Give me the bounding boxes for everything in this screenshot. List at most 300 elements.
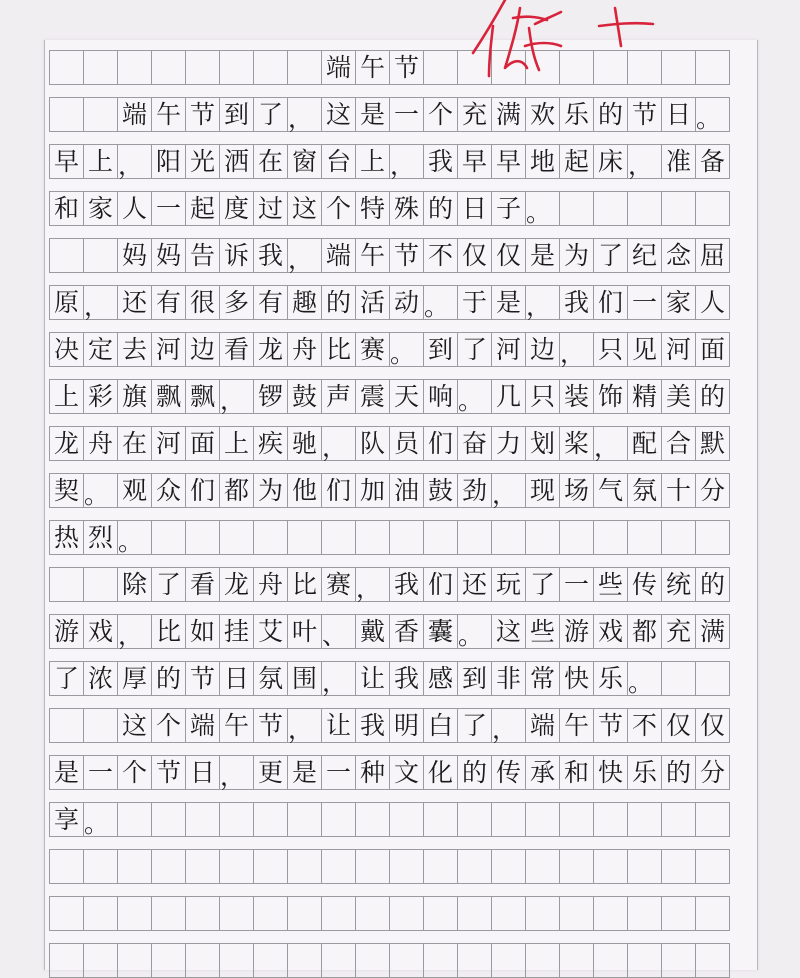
grid-row [49,661,730,696]
empty-cell [254,803,288,836]
char-cell: 和 [560,756,594,789]
empty-cell [662,850,696,883]
empty-cell [560,192,594,225]
char-cell: 加 [356,474,390,507]
empty-cell [594,803,628,836]
char-cell: 我 [254,239,288,272]
char-cell: 鼓 [424,474,458,507]
empty-cell [662,944,696,977]
empty-cell [50,709,84,742]
char-cell: 契 [50,474,84,507]
char-cell: 舟 [254,568,288,601]
char-cell: 锣 [254,380,288,413]
char-cell: 飘 [186,380,220,413]
empty-cell [186,803,220,836]
char-cell: 日 [186,756,220,789]
grading-mark [465,0,695,84]
empty-cell [118,944,152,977]
char-cell: 午 [220,709,254,742]
empty-cell [322,897,356,930]
empty-cell [390,897,424,930]
char-cell: 面 [696,333,730,366]
empty-cell [254,897,288,930]
char-cell: 上 [356,145,390,178]
char-cell: 上 [220,427,254,460]
empty-cell [288,51,322,84]
char-cell: 的 [322,286,356,319]
char-cell: 精 [628,380,662,413]
char-cell: 化 [424,756,458,789]
char-cell: 床 [594,145,628,178]
char-cell: 个 [322,192,356,225]
empty-cell [662,662,696,695]
empty-cell [594,521,628,554]
empty-cell [696,192,730,225]
char-cell: 烈 [84,521,118,554]
char-cell: 度 [220,192,254,225]
char-cell: 端 [322,239,356,272]
empty-cell [50,98,84,131]
empty-cell [628,897,662,930]
char-cell: 装 [560,380,594,413]
empty-cell [220,51,254,84]
punctuation-cell: 。 [390,333,424,366]
empty-cell [186,521,220,554]
char-cell: 热 [50,521,84,554]
empty-cell [628,803,662,836]
punctuation-cell: 。 [118,521,152,554]
char-cell: 囊 [424,615,458,648]
empty-cell [458,897,492,930]
char-cell: 边 [186,333,220,366]
char-cell: 原 [50,286,84,319]
char-cell: 子 [492,192,526,225]
char-cell: 感 [424,662,458,695]
char-cell: 浓 [84,662,118,695]
char-cell: 的 [662,756,696,789]
char-cell: 过 [254,192,288,225]
char-cell: 一 [322,756,356,789]
char-cell: 节 [594,709,628,742]
char-cell: 传 [492,756,526,789]
empty-cell [50,239,84,272]
empty-cell [84,944,118,977]
char-cell: 游 [560,615,594,648]
char-cell: 非 [492,662,526,695]
char-cell: 诉 [220,239,254,272]
empty-cell [390,803,424,836]
char-cell: 旗 [118,380,152,413]
char-cell: 活 [356,286,390,319]
grid-row [49,708,730,743]
char-cell: 氛 [254,662,288,695]
char-cell: 劲 [458,474,492,507]
char-cell: 的 [152,662,186,695]
char-cell: 氛 [628,474,662,507]
empty-cell [152,803,186,836]
empty-cell [152,51,186,84]
empty-cell [186,897,220,930]
char-cell: 河 [662,333,696,366]
empty-cell [50,897,84,930]
empty-cell [356,897,390,930]
punctuation-cell: 。 [628,662,662,695]
empty-cell [84,239,118,272]
char-cell: 挂 [220,615,254,648]
empty-cell [356,803,390,836]
grid-row [49,802,730,837]
char-cell: 场 [560,474,594,507]
char-cell: 比 [322,333,356,366]
char-cell: 一 [560,568,594,601]
grid-row [49,473,730,508]
char-cell: 为 [560,239,594,272]
empty-cell [594,850,628,883]
char-cell: 乐 [560,98,594,131]
char-cell: 饰 [594,380,628,413]
title-char: 端 [322,51,356,84]
char-cell: 起 [560,145,594,178]
empty-cell [594,944,628,977]
char-cell: 油 [390,474,424,507]
char-cell: 面 [186,427,220,460]
empty-cell [84,51,118,84]
char-cell: 分 [696,756,730,789]
char-cell: 龙 [254,333,288,366]
char-cell: 只 [526,380,560,413]
empty-cell [118,51,152,84]
char-cell: 我 [560,286,594,319]
char-cell: 舟 [84,427,118,460]
grid-row [49,97,730,132]
char-cell: 飘 [152,380,186,413]
char-cell: 河 [152,333,186,366]
char-cell: 我 [390,568,424,601]
empty-cell [560,897,594,930]
punctuation-cell: ， [356,568,390,601]
empty-cell [492,803,526,836]
char-cell: 明 [390,709,424,742]
char-cell: 龙 [50,427,84,460]
empty-cell [288,850,322,883]
grid-row [49,896,730,931]
char-cell: 不 [628,709,662,742]
char-cell: 比 [288,568,322,601]
char-cell: 看 [220,333,254,366]
char-cell: 洒 [220,145,254,178]
char-cell: 戏 [594,615,628,648]
empty-cell [526,803,560,836]
char-cell: 游 [50,615,84,648]
char-cell: 特 [356,192,390,225]
char-cell: 动 [390,286,424,319]
char-cell: 端 [186,709,220,742]
punctuation-cell: ， [220,380,254,413]
char-cell: 常 [526,662,560,695]
empty-cell [84,850,118,883]
char-cell: 奋 [458,427,492,460]
empty-cell [424,521,458,554]
char-cell: 快 [560,662,594,695]
char-cell: 不 [424,239,458,272]
char-cell: 玩 [492,568,526,601]
punctuation-cell: ， [492,474,526,507]
char-cell: 比 [152,615,186,648]
char-cell: 们 [424,568,458,601]
char-cell: 划 [526,427,560,460]
char-cell: 些 [594,568,628,601]
char-cell: 到 [220,98,254,131]
grid-row [49,849,730,884]
char-cell: 的 [458,756,492,789]
char-cell: 了 [594,239,628,272]
char-cell: 看 [186,568,220,601]
punctuation-cell: ， [322,427,356,460]
punctuation-cell: ， [560,333,594,366]
empty-cell [424,944,458,977]
char-cell: 节 [186,98,220,131]
empty-cell [322,944,356,977]
char-cell: 有 [254,286,288,319]
char-cell: 桨 [560,427,594,460]
empty-cell [560,944,594,977]
char-cell: 叶 [288,615,322,648]
char-cell: 戏 [84,615,118,648]
punctuation-cell: ， [118,615,152,648]
char-cell: 这 [322,98,356,131]
char-cell: 分 [696,474,730,507]
char-cell: 赛 [322,568,356,601]
char-cell: 个 [152,709,186,742]
char-cell: 人 [118,192,152,225]
empty-cell [560,803,594,836]
empty-cell [84,897,118,930]
empty-cell [662,897,696,930]
empty-cell [254,51,288,84]
char-cell: 只 [594,333,628,366]
char-cell: 配 [628,427,662,460]
char-cell: 光 [186,145,220,178]
char-cell: 早 [458,145,492,178]
char-cell: 些 [526,615,560,648]
char-cell: 都 [220,474,254,507]
char-cell: 阳 [152,145,186,178]
empty-cell [220,521,254,554]
char-cell: 彩 [84,380,118,413]
empty-cell [628,521,662,554]
char-cell: 乐 [628,756,662,789]
char-cell: 是 [356,98,390,131]
empty-cell [322,850,356,883]
char-cell: 河 [492,333,526,366]
char-cell: 于 [458,286,492,319]
char-cell: 响 [424,380,458,413]
char-cell: 如 [186,615,220,648]
empty-cell [220,803,254,836]
empty-cell [118,897,152,930]
empty-cell [220,897,254,930]
empty-cell [356,944,390,977]
char-cell: 们 [186,474,220,507]
char-cell: 午 [152,98,186,131]
punctuation-cell: 、 [322,615,356,648]
char-cell: 了 [526,568,560,601]
empty-cell [288,521,322,554]
char-cell: 台 [322,145,356,178]
empty-cell [594,897,628,930]
empty-cell [560,850,594,883]
char-cell: 让 [322,709,356,742]
char-cell: 更 [254,756,288,789]
char-cell: 午 [560,709,594,742]
char-cell: 欢 [526,98,560,131]
empty-cell [458,803,492,836]
empty-cell [390,850,424,883]
grid-row [49,191,730,226]
punctuation-cell: ， [526,286,560,319]
empty-cell [84,709,118,742]
char-cell: 决 [50,333,84,366]
char-cell: 我 [424,145,458,178]
grid-row [49,238,730,273]
char-cell: 日 [662,98,696,131]
empty-cell [220,850,254,883]
char-cell: 我 [356,709,390,742]
empty-cell [50,850,84,883]
char-cell: 气 [594,474,628,507]
punctuation-cell: 。 [526,192,560,225]
char-cell: 还 [458,568,492,601]
empty-cell [424,897,458,930]
char-cell: 充 [662,615,696,648]
char-cell: 除 [118,568,152,601]
char-cell: 他 [288,474,322,507]
char-cell: 厚 [118,662,152,695]
char-cell: 一 [84,756,118,789]
empty-cell [390,521,424,554]
char-cell: 观 [118,474,152,507]
char-cell: 了 [458,709,492,742]
char-cell: 家 [662,286,696,319]
empty-cell [356,850,390,883]
char-cell: 的 [424,192,458,225]
char-cell: 家 [84,192,118,225]
char-cell: 文 [390,756,424,789]
empty-cell [492,897,526,930]
char-cell: 仅 [662,709,696,742]
empty-cell [662,192,696,225]
empty-cell [458,850,492,883]
empty-cell [424,850,458,883]
char-cell: 端 [526,709,560,742]
punctuation-cell: 。 [424,286,458,319]
punctuation-cell: ， [288,239,322,272]
char-cell: 节 [254,709,288,742]
grid-row [49,614,730,649]
empty-cell [356,521,390,554]
char-cell: 个 [118,756,152,789]
punctuation-cell: ， [220,756,254,789]
punctuation-cell: ， [492,709,526,742]
punctuation-cell: ， [390,145,424,178]
punctuation-cell: ， [594,427,628,460]
empty-cell [526,521,560,554]
char-cell: 种 [356,756,390,789]
char-cell: 充 [458,98,492,131]
char-cell: 乐 [594,662,628,695]
empty-cell [560,521,594,554]
empty-cell [152,944,186,977]
char-cell: 很 [186,286,220,319]
empty-cell [696,521,730,554]
char-cell: 还 [118,286,152,319]
char-cell: 窗 [288,145,322,178]
empty-cell [322,521,356,554]
char-cell: 起 [186,192,220,225]
char-cell: 早 [492,145,526,178]
char-cell: 承 [526,756,560,789]
char-cell: 的 [696,380,730,413]
char-cell: 震 [356,380,390,413]
punctuation-cell: 。 [458,380,492,413]
char-cell: 香 [390,615,424,648]
char-cell: 声 [322,380,356,413]
char-cell: 艾 [254,615,288,648]
empty-cell [696,803,730,836]
char-cell: 驰 [288,427,322,460]
char-cell: 的 [696,568,730,601]
char-cell: 队 [356,427,390,460]
char-cell: 满 [696,615,730,648]
char-cell: 节 [628,98,662,131]
char-cell: 默 [696,427,730,460]
char-cell: 这 [118,709,152,742]
grid-row [49,144,730,179]
char-cell: 的 [594,98,628,131]
empty-cell [424,803,458,836]
empty-cell [628,192,662,225]
char-cell: 节 [186,662,220,695]
empty-cell [254,521,288,554]
grid-row [49,426,730,461]
char-cell: 鼓 [288,380,322,413]
punctuation-cell: ， [322,662,356,695]
empty-cell [458,521,492,554]
empty-cell [186,850,220,883]
char-cell: 是 [288,756,322,789]
char-cell: 力 [492,427,526,460]
char-cell: 舟 [288,333,322,366]
char-cell: 上 [50,380,84,413]
empty-cell [424,51,458,84]
char-cell: 人 [696,286,730,319]
punctuation-cell: 。 [84,474,118,507]
empty-cell [220,944,254,977]
char-cell: 统 [662,568,696,601]
char-cell: 日 [458,192,492,225]
char-cell: 端 [118,98,152,131]
char-cell: 了 [458,333,492,366]
char-cell: 龙 [220,568,254,601]
char-cell: 仅 [492,239,526,272]
empty-cell [628,944,662,977]
empty-cell [492,944,526,977]
char-cell: 仅 [696,709,730,742]
punctuation-cell: ， [288,98,322,131]
grid-row [49,285,730,320]
char-cell: 是 [526,239,560,272]
char-cell: 仅 [458,239,492,272]
